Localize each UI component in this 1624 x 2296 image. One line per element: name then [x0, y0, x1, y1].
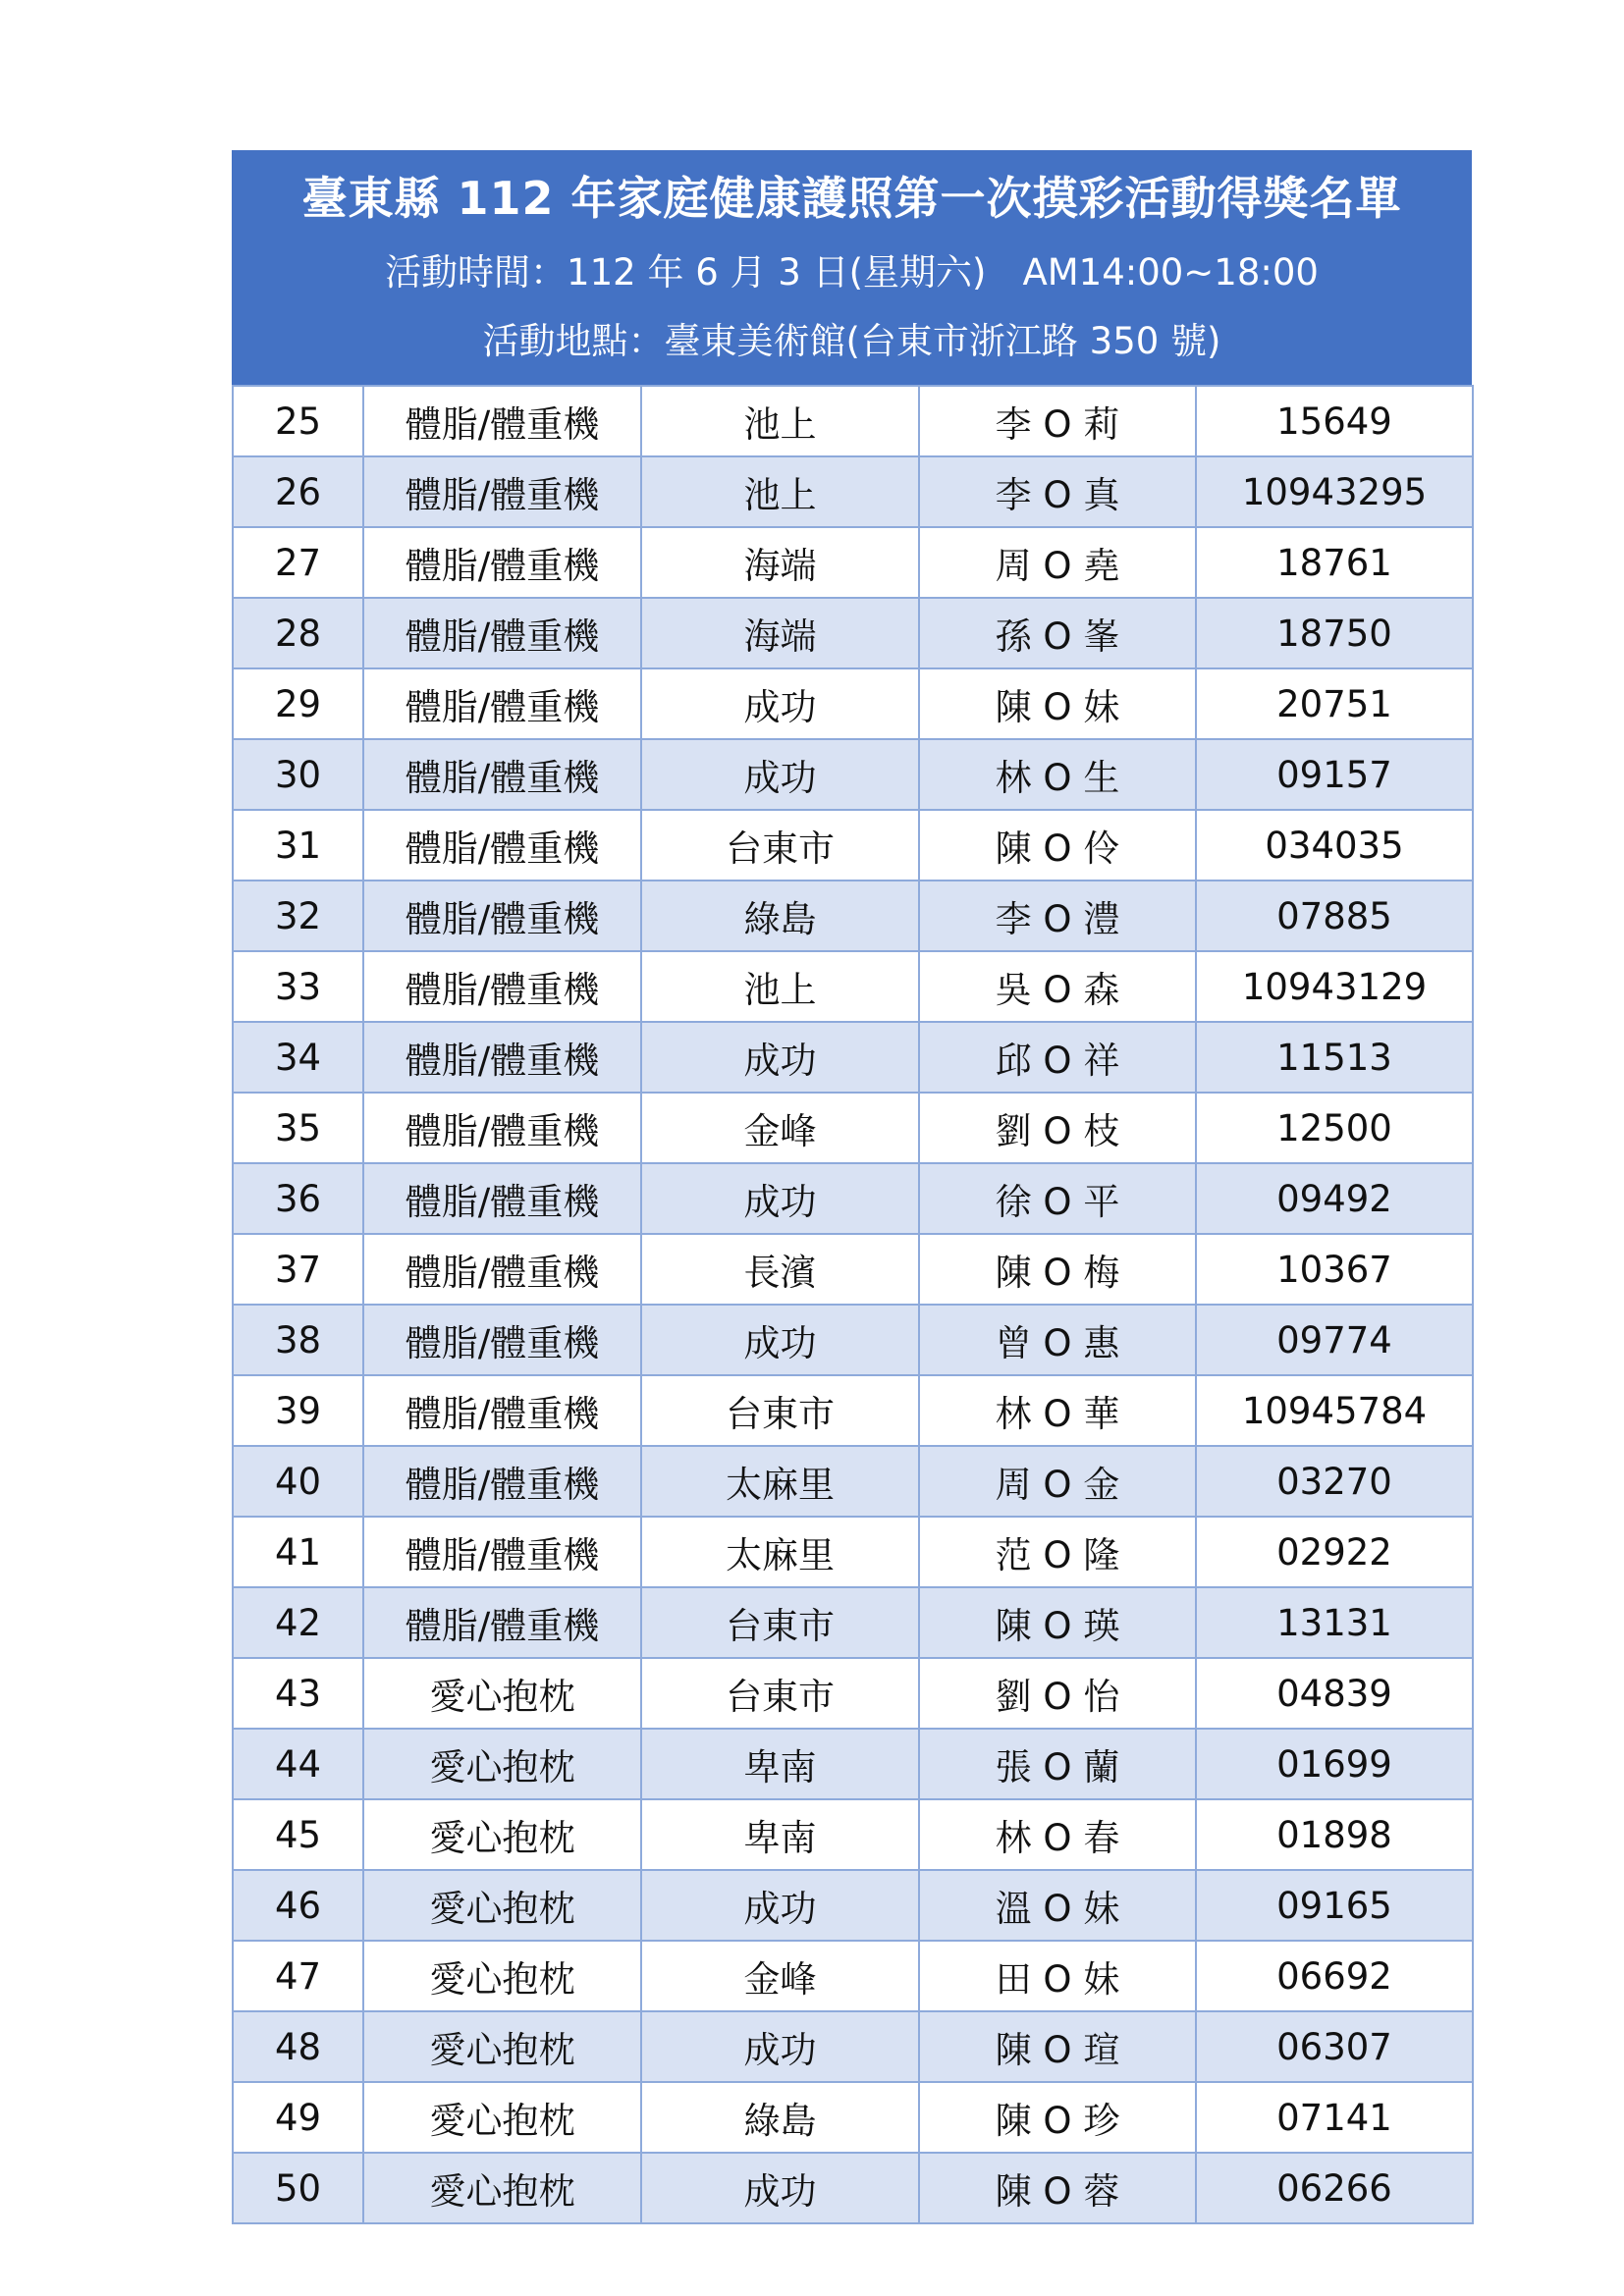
- cell-area: 池上: [641, 456, 919, 527]
- cell-number: 30: [233, 739, 363, 810]
- cell-passport-code: 01898: [1196, 1799, 1473, 1870]
- cell-number: 46: [233, 1870, 363, 1941]
- cell-number: 29: [233, 668, 363, 739]
- cell-number: 38: [233, 1305, 363, 1375]
- cell-passport-code: 20751: [1196, 668, 1473, 739]
- cell-prize: 愛心抱枕: [363, 1870, 641, 1941]
- cell-number: 47: [233, 1941, 363, 2011]
- cell-winner-name: 周 O 堯: [919, 527, 1196, 598]
- cell-area: 成功: [641, 739, 919, 810]
- table-row: [233, 1022, 1473, 1093]
- cell-prize: 體脂/體重機: [363, 1305, 641, 1375]
- table-row: [233, 1305, 1473, 1375]
- cell-number: 37: [233, 1234, 363, 1305]
- cell-area: 成功: [641, 668, 919, 739]
- cell-area: 海端: [641, 527, 919, 598]
- winners-table-body: [233, 386, 1473, 2223]
- table-row: [233, 1446, 1473, 1517]
- cell-winner-name: 林 O 生: [919, 739, 1196, 810]
- cell-passport-code: 18761: [1196, 527, 1473, 598]
- cell-winner-name: 田 O 妹: [919, 1941, 1196, 2011]
- cell-passport-code: 11513: [1196, 1022, 1473, 1093]
- cell-number: 34: [233, 1022, 363, 1093]
- cell-area: 台東市: [641, 1658, 919, 1729]
- table-row: [233, 881, 1473, 951]
- cell-area: 台東市: [641, 1375, 919, 1446]
- cell-winner-name: 陳 O 妹: [919, 668, 1196, 739]
- cell-winner-name: 張 O 蘭: [919, 1729, 1196, 1799]
- cell-number: 33: [233, 951, 363, 1022]
- cell-winner-name: 李 O 真: [919, 456, 1196, 527]
- cell-winner-name: 吳 O 森: [919, 951, 1196, 1022]
- cell-area: 成功: [641, 1870, 919, 1941]
- table-row: [233, 810, 1473, 881]
- cell-passport-code: 10367: [1196, 1234, 1473, 1305]
- cell-number: 32: [233, 881, 363, 951]
- cell-area: 綠島: [641, 2082, 919, 2153]
- cell-number: 41: [233, 1517, 363, 1587]
- cell-passport-code: 09165: [1196, 1870, 1473, 1941]
- table-row: [233, 1658, 1473, 1729]
- cell-prize: 愛心抱枕: [363, 2082, 641, 2153]
- cell-prize: 愛心抱枕: [363, 1799, 641, 1870]
- cell-number: 35: [233, 1093, 363, 1163]
- cell-winner-name: 孫 O 峯: [919, 598, 1196, 668]
- cell-area: 金峰: [641, 1093, 919, 1163]
- cell-passport-code: 09774: [1196, 1305, 1473, 1375]
- cell-number: 44: [233, 1729, 363, 1799]
- cell-prize: 體脂/體重機: [363, 1446, 641, 1517]
- cell-area: 卑南: [641, 1799, 919, 1870]
- cell-area: 綠島: [641, 881, 919, 951]
- cell-area: 卑南: [641, 1729, 919, 1799]
- cell-number: 42: [233, 1587, 363, 1658]
- cell-number: 27: [233, 527, 363, 598]
- table-row: [233, 1093, 1473, 1163]
- cell-winner-name: 邱 O 祥: [919, 1022, 1196, 1093]
- cell-passport-code: 09157: [1196, 739, 1473, 810]
- cell-passport-code: 02922: [1196, 1517, 1473, 1587]
- winner-list-sheet: [232, 150, 1472, 2224]
- cell-passport-code: 06692: [1196, 1941, 1473, 2011]
- cell-prize: 體脂/體重機: [363, 1234, 641, 1305]
- table-row: [233, 2011, 1473, 2082]
- cell-winner-name: 陳 O 蓉: [919, 2153, 1196, 2223]
- cell-number: 26: [233, 456, 363, 527]
- cell-passport-code: 09492: [1196, 1163, 1473, 1234]
- table-row: [233, 1729, 1473, 1799]
- cell-number: 50: [233, 2153, 363, 2223]
- cell-area: 海端: [641, 598, 919, 668]
- cell-passport-code: 18750: [1196, 598, 1473, 668]
- cell-passport-code: 13131: [1196, 1587, 1473, 1658]
- cell-passport-code: 12500: [1196, 1093, 1473, 1163]
- cell-winner-name: 陳 O 伶: [919, 810, 1196, 881]
- cell-winner-name: 陳 O 梅: [919, 1234, 1196, 1305]
- cell-winner-name: 陳 O 珍: [919, 2082, 1196, 2153]
- page-title: 臺東縣 112 年家庭健康護照第一次摸彩活動得獎名單: [301, 172, 1402, 225]
- cell-area: 台東市: [641, 810, 919, 881]
- cell-winner-name: 溫 O 妹: [919, 1870, 1196, 1941]
- table-row: [233, 951, 1473, 1022]
- cell-prize: 體脂/體重機: [363, 1163, 641, 1234]
- cell-area: 太麻里: [641, 1517, 919, 1587]
- cell-prize: 體脂/體重機: [363, 739, 641, 810]
- table-row: [233, 1517, 1473, 1587]
- cell-winner-name: 劉 O 怡: [919, 1658, 1196, 1729]
- cell-area: 台東市: [641, 1587, 919, 1658]
- cell-prize: 體脂/體重機: [363, 1022, 641, 1093]
- cell-number: 49: [233, 2082, 363, 2153]
- cell-passport-code: 10945784: [1196, 1375, 1473, 1446]
- table-header-banner: [232, 150, 1472, 385]
- cell-area: 金峰: [641, 1941, 919, 2011]
- cell-passport-code: 06307: [1196, 2011, 1473, 2082]
- cell-prize: 體脂/體重機: [363, 1375, 641, 1446]
- cell-area: 池上: [641, 386, 919, 456]
- event-place: 活動地點：臺東美術館(台東市浙江路 350 號): [482, 320, 1221, 362]
- cell-prize: 愛心抱枕: [363, 1658, 641, 1729]
- cell-winner-name: 范 O 隆: [919, 1517, 1196, 1587]
- cell-area: 成功: [641, 1305, 919, 1375]
- cell-passport-code: 07885: [1196, 881, 1473, 951]
- table-row: [233, 1163, 1473, 1234]
- cell-prize: 愛心抱枕: [363, 2011, 641, 2082]
- table-row: [233, 1375, 1473, 1446]
- cell-winner-name: 林 O 華: [919, 1375, 1196, 1446]
- cell-winner-name: 曾 O 惠: [919, 1305, 1196, 1375]
- cell-prize: 體脂/體重機: [363, 810, 641, 881]
- cell-number: 25: [233, 386, 363, 456]
- cell-area: 成功: [641, 1163, 919, 1234]
- cell-prize: 體脂/體重機: [363, 951, 641, 1022]
- cell-winner-name: 陳 O 瑛: [919, 1587, 1196, 1658]
- cell-area: 池上: [641, 951, 919, 1022]
- cell-passport-code: 034035: [1196, 810, 1473, 881]
- table-row: [233, 1234, 1473, 1305]
- cell-area: 成功: [641, 1022, 919, 1093]
- cell-prize: 體脂/體重機: [363, 1093, 641, 1163]
- table-row: [233, 739, 1473, 810]
- cell-number: 48: [233, 2011, 363, 2082]
- table-row: [233, 1587, 1473, 1658]
- cell-prize: 體脂/體重機: [363, 881, 641, 951]
- cell-passport-code: 06266: [1196, 2153, 1473, 2223]
- cell-winner-name: 李 O 莉: [919, 386, 1196, 456]
- event-time: 活動時間：112 年 6 月 3 日(星期六) AM14:00~18:00: [385, 251, 1319, 294]
- table-row: [233, 527, 1473, 598]
- cell-area: 成功: [641, 2153, 919, 2223]
- cell-passport-code: 07141: [1196, 2082, 1473, 2153]
- table-row: [233, 598, 1473, 668]
- cell-number: 45: [233, 1799, 363, 1870]
- table-row: [233, 1941, 1473, 2011]
- cell-prize: 體脂/體重機: [363, 668, 641, 739]
- cell-prize: 體脂/體重機: [363, 386, 641, 456]
- cell-area: 長濱: [641, 1234, 919, 1305]
- cell-winner-name: 林 O 春: [919, 1799, 1196, 1870]
- cell-prize: 愛心抱枕: [363, 1729, 641, 1799]
- table-row: [233, 2153, 1473, 2223]
- cell-number: 40: [233, 1446, 363, 1517]
- cell-number: 39: [233, 1375, 363, 1446]
- cell-prize: 體脂/體重機: [363, 1517, 641, 1587]
- cell-prize: 體脂/體重機: [363, 1587, 641, 1658]
- table-row: [233, 1799, 1473, 1870]
- cell-winner-name: 劉 O 枝: [919, 1093, 1196, 1163]
- winners-table: [232, 385, 1474, 2224]
- cell-number: 43: [233, 1658, 363, 1729]
- cell-prize: 愛心抱枕: [363, 2153, 641, 2223]
- cell-winner-name: 李 O 澧: [919, 881, 1196, 951]
- cell-area: 太麻里: [641, 1446, 919, 1517]
- cell-area: 成功: [641, 2011, 919, 2082]
- cell-prize: 體脂/體重機: [363, 456, 641, 527]
- table-row: [233, 456, 1473, 527]
- table-row: [233, 668, 1473, 739]
- table-row: [233, 386, 1473, 456]
- table-row: [233, 2082, 1473, 2153]
- cell-passport-code: 03270: [1196, 1446, 1473, 1517]
- cell-number: 31: [233, 810, 363, 881]
- cell-number: 28: [233, 598, 363, 668]
- cell-prize: 愛心抱枕: [363, 1941, 641, 2011]
- cell-passport-code: 01699: [1196, 1729, 1473, 1799]
- cell-number: 36: [233, 1163, 363, 1234]
- cell-prize: 體脂/體重機: [363, 527, 641, 598]
- cell-winner-name: 徐 O 平: [919, 1163, 1196, 1234]
- table-row: [233, 1870, 1473, 1941]
- cell-passport-code: 10943295: [1196, 456, 1473, 527]
- cell-prize: 體脂/體重機: [363, 598, 641, 668]
- cell-passport-code: 04839: [1196, 1658, 1473, 1729]
- cell-winner-name: 周 O 金: [919, 1446, 1196, 1517]
- cell-passport-code: 10943129: [1196, 951, 1473, 1022]
- cell-winner-name: 陳 O 瑄: [919, 2011, 1196, 2082]
- cell-passport-code: 15649: [1196, 386, 1473, 456]
